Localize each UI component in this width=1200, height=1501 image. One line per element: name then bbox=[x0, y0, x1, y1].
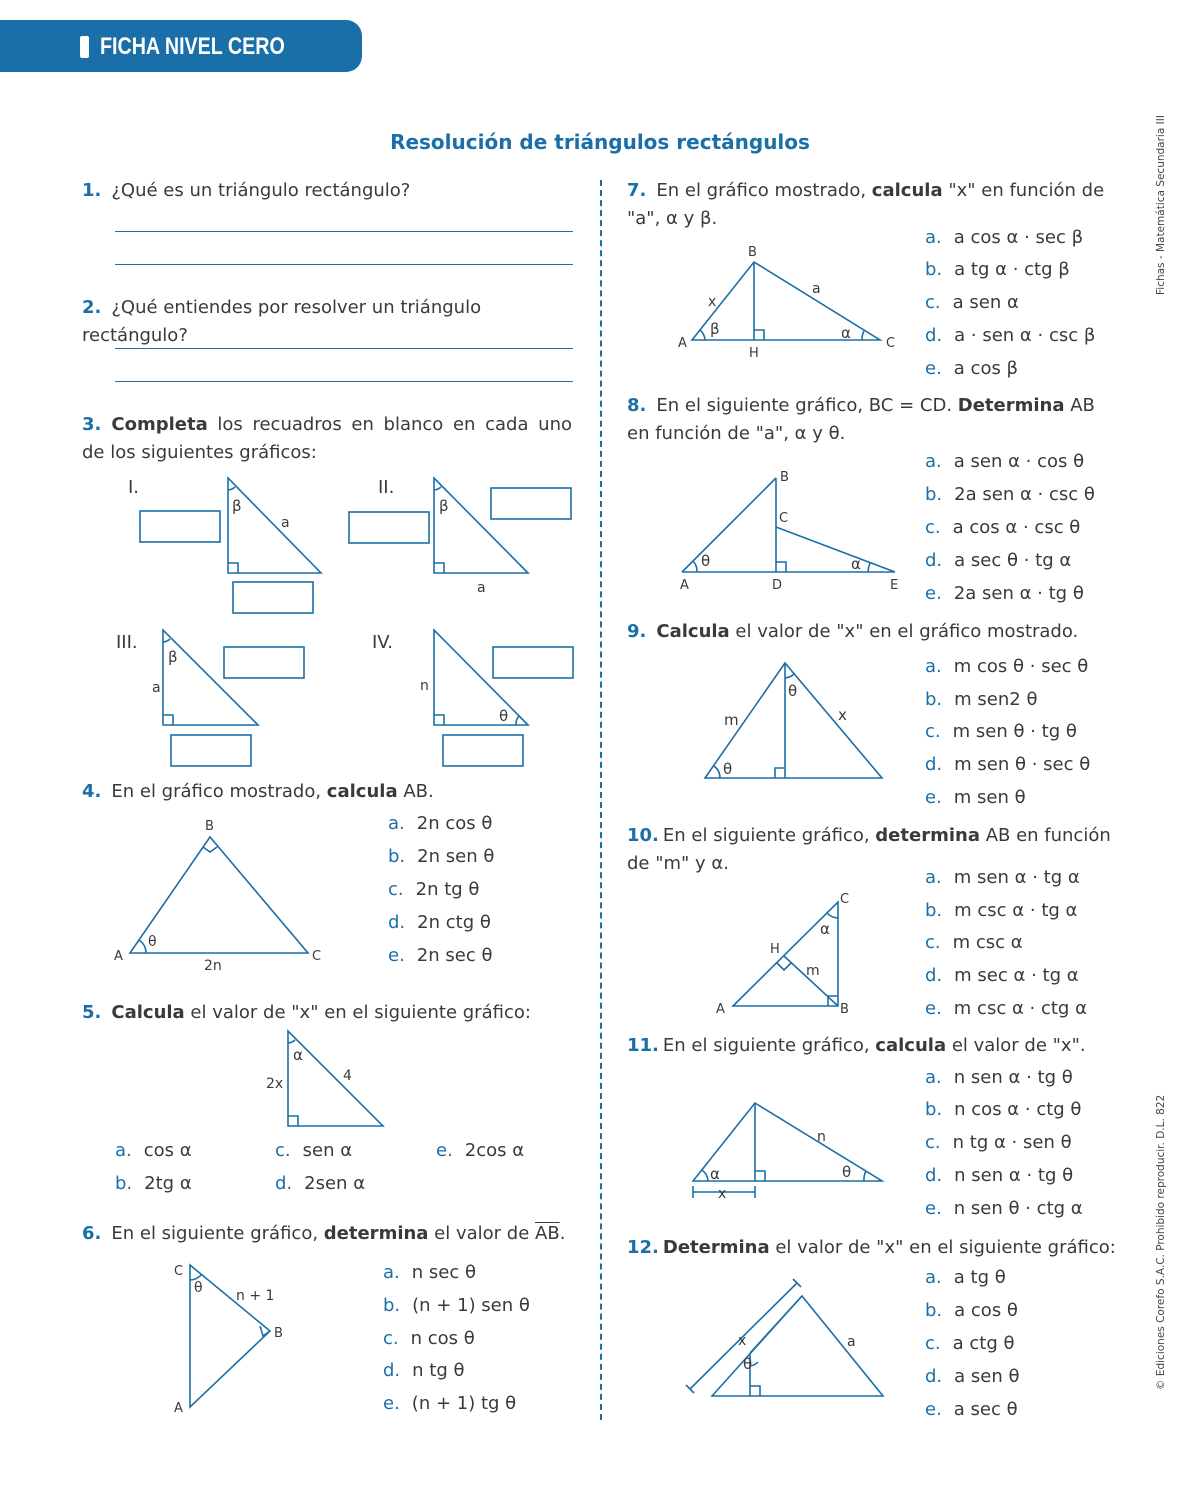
fig7-C: C bbox=[886, 336, 896, 351]
q4-option-a[interactable]: a. 2n cos θ bbox=[388, 813, 493, 834]
fig11-n: n bbox=[817, 1129, 826, 1145]
q10-option-e[interactable]: e. m csc α · ctg α bbox=[925, 998, 1087, 1019]
fig12-a: a bbox=[847, 1334, 856, 1350]
fig8-D: D bbox=[772, 578, 783, 593]
fig3-i-blank-bottom[interactable] bbox=[233, 582, 313, 613]
fig4-C: C bbox=[312, 949, 322, 964]
q5-option-c[interactable]: c. sen α bbox=[275, 1140, 353, 1161]
fig10-B: B bbox=[840, 1002, 849, 1017]
fig10-alpha: α bbox=[820, 920, 830, 938]
fig6-side: n + 1 bbox=[236, 1288, 275, 1304]
q12-option-b[interactable]: b. a cos θ bbox=[925, 1300, 1018, 1321]
q6-option-a[interactable]: a. n sec θ bbox=[383, 1262, 476, 1283]
fig3-iv-theta: θ bbox=[499, 707, 509, 725]
fig4-A: A bbox=[114, 949, 123, 964]
q4-option-c[interactable]: c. 2n tg θ bbox=[388, 879, 480, 900]
fig10-H: H bbox=[770, 942, 780, 957]
fig9-triangle bbox=[705, 663, 882, 778]
question-6: 6. En el siguiente gráfico, determina el valor de $\overline{AB}$. bbox=[82, 1223, 566, 1244]
fig3-ii-blank-right[interactable] bbox=[491, 488, 571, 519]
q6-option-b[interactable]: b. (n + 1) sen θ bbox=[383, 1295, 530, 1316]
fig3-iii-blank-bottom[interactable] bbox=[171, 735, 251, 766]
fig3-ii-a: a bbox=[477, 580, 486, 596]
fig3-iii-beta: β bbox=[168, 648, 178, 666]
q12-option-c[interactable]: c. a ctg θ bbox=[925, 1333, 1015, 1354]
fig8-C: C bbox=[779, 511, 789, 526]
fig7-triangle bbox=[678, 245, 895, 361]
fig9-theta-top: θ bbox=[788, 682, 798, 700]
fig7-A: A bbox=[678, 336, 687, 351]
q7-option-b[interactable]: b. a tg α · ctg β bbox=[925, 259, 1070, 280]
question-3: 3. Completa los recuadros en blanco en cada uno de los siguientes gráficos: bbox=[82, 414, 572, 463]
fig11-triangle bbox=[693, 1103, 882, 1202]
fig3-ii-blank-left[interactable] bbox=[349, 512, 429, 543]
fig3-label-i: I. bbox=[128, 477, 140, 498]
fig9-x: x bbox=[838, 706, 847, 724]
fig12-theta: θ bbox=[743, 1355, 753, 1373]
q8-option-e[interactable]: e. 2a sen α · tg θ bbox=[925, 583, 1084, 604]
q12-option-e[interactable]: e. a sec θ bbox=[925, 1399, 1018, 1420]
fig8-B: B bbox=[780, 470, 789, 485]
fig8-E: E bbox=[890, 578, 899, 593]
q4-option-e[interactable]: e. 2n sec θ bbox=[388, 945, 493, 966]
q4-option-d[interactable]: d. 2n ctg θ bbox=[388, 912, 491, 933]
banner-title: FICHA NIVEL CERO bbox=[100, 33, 285, 60]
fig3-i-a: a bbox=[281, 515, 290, 531]
question-7: 7. En el gráfico mostrado, calcula "x" en función de "a", α y β. bbox=[627, 180, 1105, 229]
q11-option-b[interactable]: b. n cos α · ctg θ bbox=[925, 1099, 1082, 1120]
fig7-alpha: α bbox=[841, 324, 851, 342]
fig10-m: m bbox=[806, 963, 820, 979]
q7-option-c[interactable]: c. a sen α bbox=[925, 292, 1019, 313]
q10-option-a[interactable]: a. m sen α · tg α bbox=[925, 867, 1080, 888]
fig4-theta: θ bbox=[148, 934, 157, 950]
q9-option-c[interactable]: c. m sen θ · tg θ bbox=[925, 721, 1077, 742]
fig9-m: m bbox=[724, 711, 739, 729]
q10-option-c[interactable]: c. m csc α bbox=[925, 932, 1023, 953]
q6-option-c[interactable]: c. n cos θ bbox=[383, 1328, 475, 1349]
fig6-A: A bbox=[174, 1401, 183, 1416]
fig6-triangle bbox=[174, 1264, 283, 1416]
fig3-label-ii: II. bbox=[378, 477, 395, 498]
question-12: 12. Determina el valor de "x" en el siguiente gráfico: bbox=[627, 1237, 1116, 1258]
fig8-theta: θ bbox=[701, 552, 711, 570]
fig3-iii-a: a bbox=[152, 680, 161, 696]
fig3-i-triangle bbox=[228, 478, 321, 573]
q5-option-d[interactable]: d. 2sen α bbox=[275, 1173, 366, 1194]
q10-option-d[interactable]: d. m sec α · tg α bbox=[925, 965, 1079, 986]
fig4-B: B bbox=[205, 819, 214, 834]
q5-option-b[interactable]: b. 2tg α bbox=[115, 1173, 192, 1194]
fig11-theta: θ bbox=[842, 1163, 852, 1181]
question-5: 5. Calcula el valor de "x" en el siguiente gráfico: bbox=[82, 1002, 531, 1023]
question-10: 10. En el siguiente gráfico, determina AB en función de "m" y α. bbox=[627, 825, 1111, 874]
fig6-C: C bbox=[174, 1264, 184, 1279]
fig12-x: x bbox=[738, 1333, 747, 1349]
q5-option-a[interactable]: a. cos α bbox=[115, 1140, 192, 1161]
q9-option-b[interactable]: b. m sen2 θ bbox=[925, 689, 1038, 710]
fig7-B: B bbox=[748, 245, 757, 260]
q10-option-b[interactable]: b. m csc α · tg α bbox=[925, 900, 1078, 921]
q6-option-d[interactable]: d. n tg θ bbox=[383, 1360, 465, 1381]
fig11-x: x bbox=[718, 1186, 727, 1202]
sidebar-top-text: Fichas - Matemática Secundaria III bbox=[1155, 115, 1167, 295]
q7-option-e[interactable]: e. a cos β bbox=[925, 358, 1019, 379]
question-1: 1. ¿Qué es un triángulo rectángulo? bbox=[82, 180, 411, 201]
q12-option-a[interactable]: a. a tg θ bbox=[925, 1267, 1006, 1288]
q8-option-d[interactable]: d. a sec θ · tg α bbox=[925, 550, 1072, 571]
fig3-ii-beta: β bbox=[439, 497, 449, 515]
fig10-A: A bbox=[716, 1002, 725, 1017]
fig3-ii-triangle bbox=[434, 478, 528, 596]
q7-option-d[interactable]: d. a · sen α · csc β bbox=[925, 325, 1096, 346]
fig9-theta-base: θ bbox=[723, 760, 733, 778]
fig10-triangle bbox=[716, 892, 849, 1017]
q8-option-c[interactable]: c. a cos α · csc θ bbox=[925, 517, 1081, 538]
fig4-triangle bbox=[114, 819, 321, 974]
fig3-label-iv: IV. bbox=[372, 632, 394, 653]
fig5-alpha: α bbox=[293, 1046, 303, 1064]
question-4: 4. En el gráfico mostrado, calcula AB. bbox=[82, 781, 434, 802]
q7-option-a[interactable]: a. a cos α · sec β bbox=[925, 227, 1084, 248]
q9-option-a[interactable]: a. m cos θ · sec θ bbox=[925, 656, 1089, 677]
fig7-x: x bbox=[708, 294, 717, 310]
segment-ab: $\overline{AB}$ bbox=[535, 1223, 560, 1244]
fig3-label-iii: III. bbox=[116, 632, 138, 653]
fig7-H: H bbox=[749, 346, 759, 361]
q6-option-e[interactable]: e. (n + 1) tg θ bbox=[383, 1393, 517, 1414]
fig5-triangle bbox=[266, 1031, 383, 1126]
q9-option-e[interactable]: e. m sen θ bbox=[925, 787, 1026, 808]
fig7-beta: β bbox=[710, 320, 720, 338]
fig5-side: 4 bbox=[343, 1068, 352, 1084]
fig12-triangle bbox=[686, 1279, 883, 1396]
fig3-i-blank-left[interactable] bbox=[140, 511, 220, 542]
fig10-C: C bbox=[840, 892, 850, 907]
fig5-x: 2x bbox=[266, 1076, 284, 1092]
question-11: 11. En el siguiente gráfico, calcula el valor de "x". bbox=[627, 1035, 1086, 1056]
fig3-iv-blank-right[interactable] bbox=[493, 647, 573, 678]
question-9: 9. Calcula el valor de "x" en el gráfico mostrado. bbox=[627, 621, 1079, 642]
q4-option-b[interactable]: b. 2n sen θ bbox=[388, 846, 495, 867]
sidebar-bottom-text: © Ediciones Corefo S.A.C. Prohibido reproducir. D.L. 822 bbox=[1155, 1094, 1167, 1390]
question-2: 2. ¿Qué entiendes por resolver un triángulo rectángulo? bbox=[82, 297, 482, 346]
fig3-iv-n: n bbox=[420, 678, 429, 694]
fig8-alpha: α bbox=[851, 555, 861, 573]
fig3-iii-blank-right[interactable] bbox=[224, 647, 304, 678]
fig11-alpha: α bbox=[710, 1165, 720, 1183]
q11-option-d[interactable]: d. n sen α · tg θ bbox=[925, 1165, 1074, 1186]
q11-option-e[interactable]: e. n sen θ · ctg α bbox=[925, 1198, 1083, 1219]
page-title: Resolución de triángulos rectángulos bbox=[390, 130, 810, 154]
fig8-triangle bbox=[680, 470, 898, 593]
q8-option-b[interactable]: b. 2a sen α · csc θ bbox=[925, 484, 1095, 505]
q9-option-d[interactable]: d. m sen θ · sec θ bbox=[925, 754, 1091, 775]
fig7-a: a bbox=[812, 281, 821, 297]
fig3-iv-blank-bottom[interactable] bbox=[443, 735, 523, 766]
q8-option-a[interactable]: a. a sen α · cos θ bbox=[925, 451, 1085, 472]
q11-option-a[interactable]: a. n sen α · tg θ bbox=[925, 1067, 1073, 1088]
question-8: 8. En el siguiente gráfico, BC = CD. Determina AB en función de "a", α y θ. bbox=[627, 395, 1095, 444]
q11-option-c[interactable]: c. n tg α · sen θ bbox=[925, 1132, 1072, 1153]
fig3-i-beta: β bbox=[232, 497, 242, 515]
fig8-A: A bbox=[680, 578, 689, 593]
fig4-base: 2n bbox=[204, 958, 222, 974]
fig6-theta: θ bbox=[194, 1280, 203, 1296]
fig6-B: B bbox=[274, 1326, 283, 1341]
q5-option-e[interactable]: e. 2cos α bbox=[436, 1140, 525, 1161]
q12-option-d[interactable]: d. a sen θ bbox=[925, 1366, 1020, 1387]
